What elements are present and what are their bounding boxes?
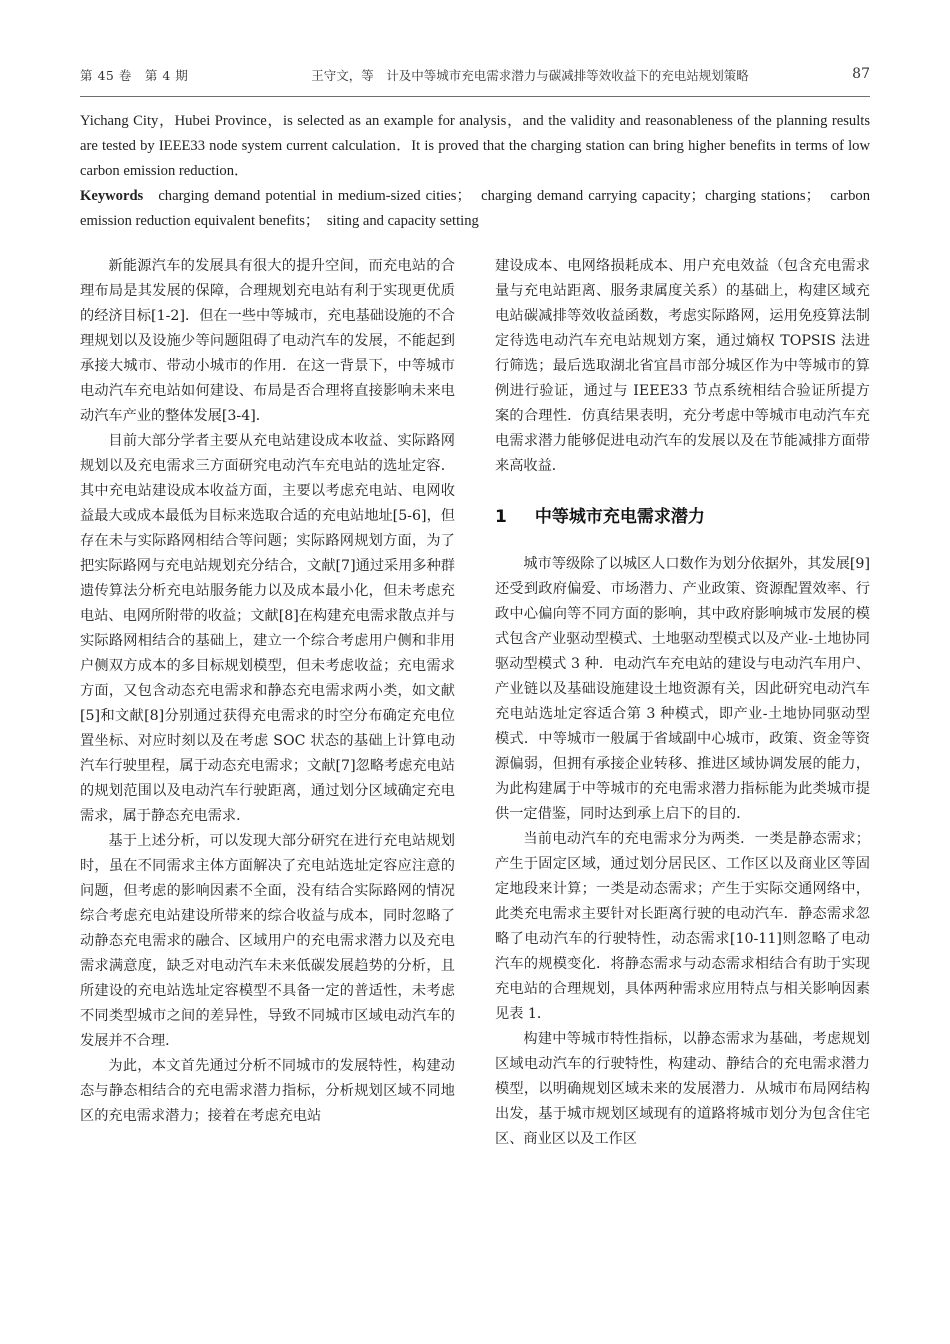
header-rule — [80, 96, 870, 97]
keywords-line — [80, 184, 870, 234]
english-abstract — [80, 109, 870, 234]
running-title: 王守文，等 计及中等城市充电需求潜力与碳减排等效收益下的充电站规划策略 — [311, 68, 749, 83]
section-number: 1 — [495, 507, 507, 527]
running-header — [80, 66, 870, 88]
body-paragraph: 新能源汽车的发展具有很大的提升空间，而充电站的合理布局是其发展的保障，合理规划充电站有利于实现更优质的经济目标[1-2]．但在一些中等城市，充电基础设施的不合理规划以及设施少等问题阻碍了电动汽车的发展，不能起到承接大城市、带动小城市的作用．在这一背景下，中等城市电动汽车充电站如何建设、布局是否合理将直接影响未来电动汽车产业的整体发展[3-4]． — [80, 258, 455, 424]
page-number: 87 — [852, 66, 870, 82]
left-column — [80, 254, 455, 1129]
body-paragraph: 为此，本文首先通过分析不同城市的发展特性，构建动态与静态相结合的充电需求潜力指标，分析规划区域不同地区的充电需求潜力；接着在考虑充电站 — [80, 1058, 455, 1124]
keywords-text: charging demand potential in medium-sized cities； charging demand carrying capacity；charging stations； carbon emission reduction equivalent benefits； siting and capacity setting — [80, 188, 870, 229]
body-paragraph: 构建中等城市特性指标，以静态需求为基础，考虑规划区域电动汽车的行驶特性，构建动、静结合的充电需求潜力模型，以明确规划区域未来的发展潜力．从城市布局网结构出发，基于城市规划区域现有的道路将城市划分为包含住宅区、商业区以及工作区 — [495, 1031, 870, 1147]
section-title: 中等城市充电需求潜力 — [534, 507, 705, 527]
journal-volume-issue: 第 45 卷 第 4 期 — [80, 68, 189, 83]
body-paragraph: 城市等级除了以城区人口数作为划分依据外，其发展[9]还受到政府偏爱、市场潜力、产业政策、资源配置效率、行政中心偏向等不同方面的影响，其中政府影响城市发展的模式包含产业驱动型模式、土地驱动型模式以及产业-土地协同驱动型模式 3 种．电动汽车充电站的建设与电动汽车用户、产业链以及基础设施建设土地资源有关，因此研究电动汽车充电站选址定容适合第 3 种模式，即产业-土地协同驱动型模式．中等城市一般属于省域副中心城市，政策、资金等资源偏弱，但拥有承接企业转移、推进区域协调发展的能力，为此构建属于中等城市的充电需求潜力指标能为此类城市提供一定借鉴，同时达到承上启下的目的． — [495, 556, 870, 822]
body-paragraph: 当前电动汽车的充电需求分为两类．一类是静态需求；产生于固定区域，通过划分居民区、工作区以及商业区等固定地段来计算；一类是动态需求；产生于实际交通网络中，此类充电需求主要针对长距离行驶的电动汽车．静态需求忽略了电动汽车的行驶特性，动态需求[10-11]则忽略了电动汽车的规模变化．将静态需求与动态需求相结合有助于实现充电站的合理规划，具体两种需求应用特点与相关影响因素见表 1． — [495, 831, 870, 1022]
section-heading — [495, 505, 870, 530]
body-paragraph: 建设成本、电网络损耗成本、用户充电效益（包含充电需求量与充电站距离、服务隶属度关系）的基础上，构建区域充电站碳减排等效收益函数，考虑实际路网，运用免疫算法制定待选电动汽车充电站规划方案，通过熵权 TOPSIS 法进行筛选；最后选取湖北省宜昌市部分城区作为中等城市的算例进行验证，通过与 IEEE33 节点系统相结合验证所提方案的合理性．仿真结果表明，充分考虑中等城市电动汽车充电需求潜力能够促进电动汽车的发展以及在节能减排方面带来高收益． — [495, 258, 870, 474]
body-paragraph: 基于上述分析，可以发现大部分研究在进行充电站规划时，虽在不同需求主体方面解决了充电站选址定容应注意的问题，但考虑的影响因素不全面，没有结合实际路网的情况综合考虑充电站建设所带来的综合收益与成本，同时忽略了动静态充电需求的融合、区域用户的充电需求潜力以及充电需求满意度，缺乏对电动汽车未来低碳发展趋势的分析，且所建设的充电站选址定容模型不具备一定的普适性，未考虑不同类型城市之间的差异性，导致不同城市区域电动汽车的发展并不合理． — [80, 833, 455, 1049]
keywords-label: Keywords — [80, 188, 144, 204]
abstract-text: Yichang City，Hubei Province，is selected as an example for analysis，and the validity and reasonableness of the planning results are tested by IEEE33 node system current calculation．It is proved that the charging station can bring higher benefits in terms of low carbon emission reduction． — [80, 113, 870, 179]
body-paragraph: 目前大部分学者主要从充电站建设成本收益、实际路网规划以及充电需求三方面研究电动汽车充电站的选址定容．其中充电站建设成本收益方面，主要以考虑充电站、电网收益最大或成本最低为目标来选取合适的充电站地址[5-6]，但存在未与实际路网相结合等问题；实际路网规划方面，为了把实际路网与充电站规划充分结合，文献[7]通过采用多种群遗传算法分析充电站服务能力以及成本最小化，但未考虑充电站、电网所附带的收益；文献[8]在构建充电需求散点并与实际路网相结合的基础上，建立一个综合考虑用户侧和非用户侧双方成本的多目标规划模型，但未考虑收益；充电需求方面，又包含动态充电需求和静态充电需求两小类，如文献[5]和文献[8]分别通过获得充电需求的时空分布确定充电位置坐标、对应时刻以及在考虑 SOC 状态的基础上计算电动汽车行驶里程，属于动态充电需求；文献[7]忽略考虑充电站的规划范围以及电动汽车行驶距离，通过划分区域确定充电需求，属于静态充电需求． — [80, 433, 455, 824]
right-column — [495, 254, 870, 1152]
